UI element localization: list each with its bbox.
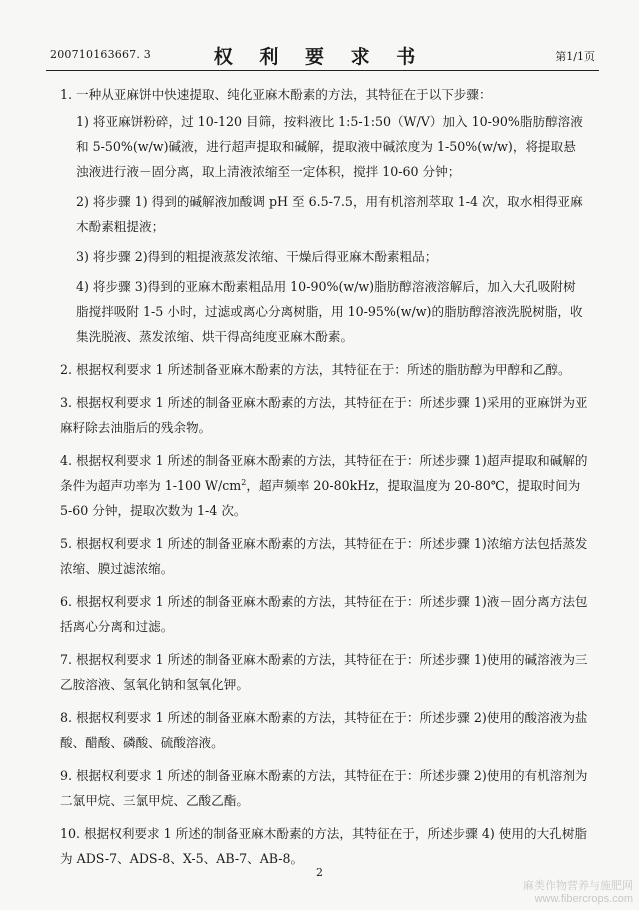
claim-5: 5. 根据权利要求 1 所述的制备亚麻木酚素的方法，其特征在于：所述步骤 1)浓缩方法包括蒸发浓缩、膜过滤浓缩。 <box>60 536 588 576</box>
claim-1-step-3: 3) 将步骤 2)得到的粗提液蒸发浓缩、干燥后得亚麻木酚素粗品； <box>76 249 438 264</box>
claim-1-step-2: 2) 将步骤 1) 得到的碱解液加酸调 pH 至 6.5-7.5，用有机溶剂萃取 1-4 次，取水相得亚麻木酚素粗提液； <box>76 194 583 234</box>
claim-10: 10. 根据权利要求 1 所述的制备亚麻木酚素的方法，其特征在于，所述步骤 4) 使用的大孔树脂为 ADS-7、ADS-8、X-5、AB-7、AB-8。 <box>60 826 587 866</box>
claim-9: 9. 根据权利要求 1 所述的制备亚麻木酚素的方法，其特征在于：所述步骤 2)使用的有机溶剂为二氯甲烷、三氯甲烷、乙酸乙酯。 <box>60 768 588 808</box>
watermark-line-1: 麻类作物营养与施肥网 <box>523 880 633 892</box>
watermark-line-2: www.fibercrops.com <box>534 893 633 905</box>
header-rule <box>46 70 599 71</box>
claim-1-intro: 1. 一种从亚麻饼中快速提取、纯化亚麻木酚素的方法，其特征在于以下步骤： <box>60 87 492 102</box>
claim-1 <box>60 82 588 349</box>
claim-3: 3. 根据权利要求 1 所述的制备亚麻木酚素的方法，其特征在于：所述步骤 1)采用的亚麻饼为亚麻籽除去油脂后的残余物。 <box>60 395 588 435</box>
claims-body <box>60 82 588 879</box>
claim-1-step-4: 4) 将步骤 3)得到的亚麻木酚素粗品用 10-90%(w/w)脂肪醇溶液溶解后，加入大孔吸附树脂搅拌吸附 1-5 小时，过滤或离心分离树脂，用 10-95%(w/w)的脂肪醇溶液洗脱树脂，收集洗脱液、蒸发浓缩、烘干得高纯度亚麻木酚素。 <box>76 279 583 344</box>
document-header <box>0 0 639 76</box>
application-number: 200710163667. 3 <box>50 48 151 61</box>
site-watermark <box>523 880 633 906</box>
page-count: 第1/1页 <box>555 50 595 63</box>
claim-4-text-a: 4. 根据权利要求 1 所述的制备亚麻木酚素的方法，其特征在于：所述步骤 1)超声提取和碱解的条件为超声功率为 1-100 W/cm <box>60 453 588 493</box>
page-number: 2 <box>316 866 323 879</box>
claim-4 <box>60 448 588 523</box>
claim-2: 2. 根据权利要求 1 所述制备亚麻木酚素的方法，其特征在于：所述的脂肪醇为甲醇和乙醇。 <box>60 362 571 377</box>
claim-8: 8. 根据权利要求 1 所述的制备亚麻木酚素的方法，其特征在于：所述步骤 2)使用的酸溶液为盐酸、醋酸、磷酸、硫酸溶液。 <box>60 710 588 750</box>
claim-6: 6. 根据权利要求 1 所述的制备亚麻木酚素的方法，其特征在于：所述步骤 1)液－固分离方法包括离心分离和过滤。 <box>60 594 588 634</box>
claim-7: 7. 根据权利要求 1 所述的制备亚麻木酚素的方法，其特征在于：所述步骤 1)使用的碱溶液为三乙胺溶液、氢氧化钠和氢氧化钾。 <box>60 652 588 692</box>
document-title: 权 利 要 求 书 <box>213 46 426 68</box>
claim-4-superscript: 2 <box>241 477 247 487</box>
claim-4-text-b: ，超声频率 20-80kHz，提取温度为 20-80℃，提取时间为 5-60 分钟，提取次数为 1-4 次。 <box>60 478 581 518</box>
claim-1-steps <box>60 109 588 349</box>
claim-1-step-1: 1) 将亚麻饼粉碎，过 10-120 目筛，按料液比 1:5-1:50（W/V）加入 10-90%脂肪醇溶液和 5-50%(w/w)碱液，进行超声提取和碱解，提取液中碱浓度为 1-50%(w/w)，将提取悬浊液进行液－固分离，取上清液浓缩至一定体积，搅拌 10-60 分钟； <box>76 114 583 179</box>
